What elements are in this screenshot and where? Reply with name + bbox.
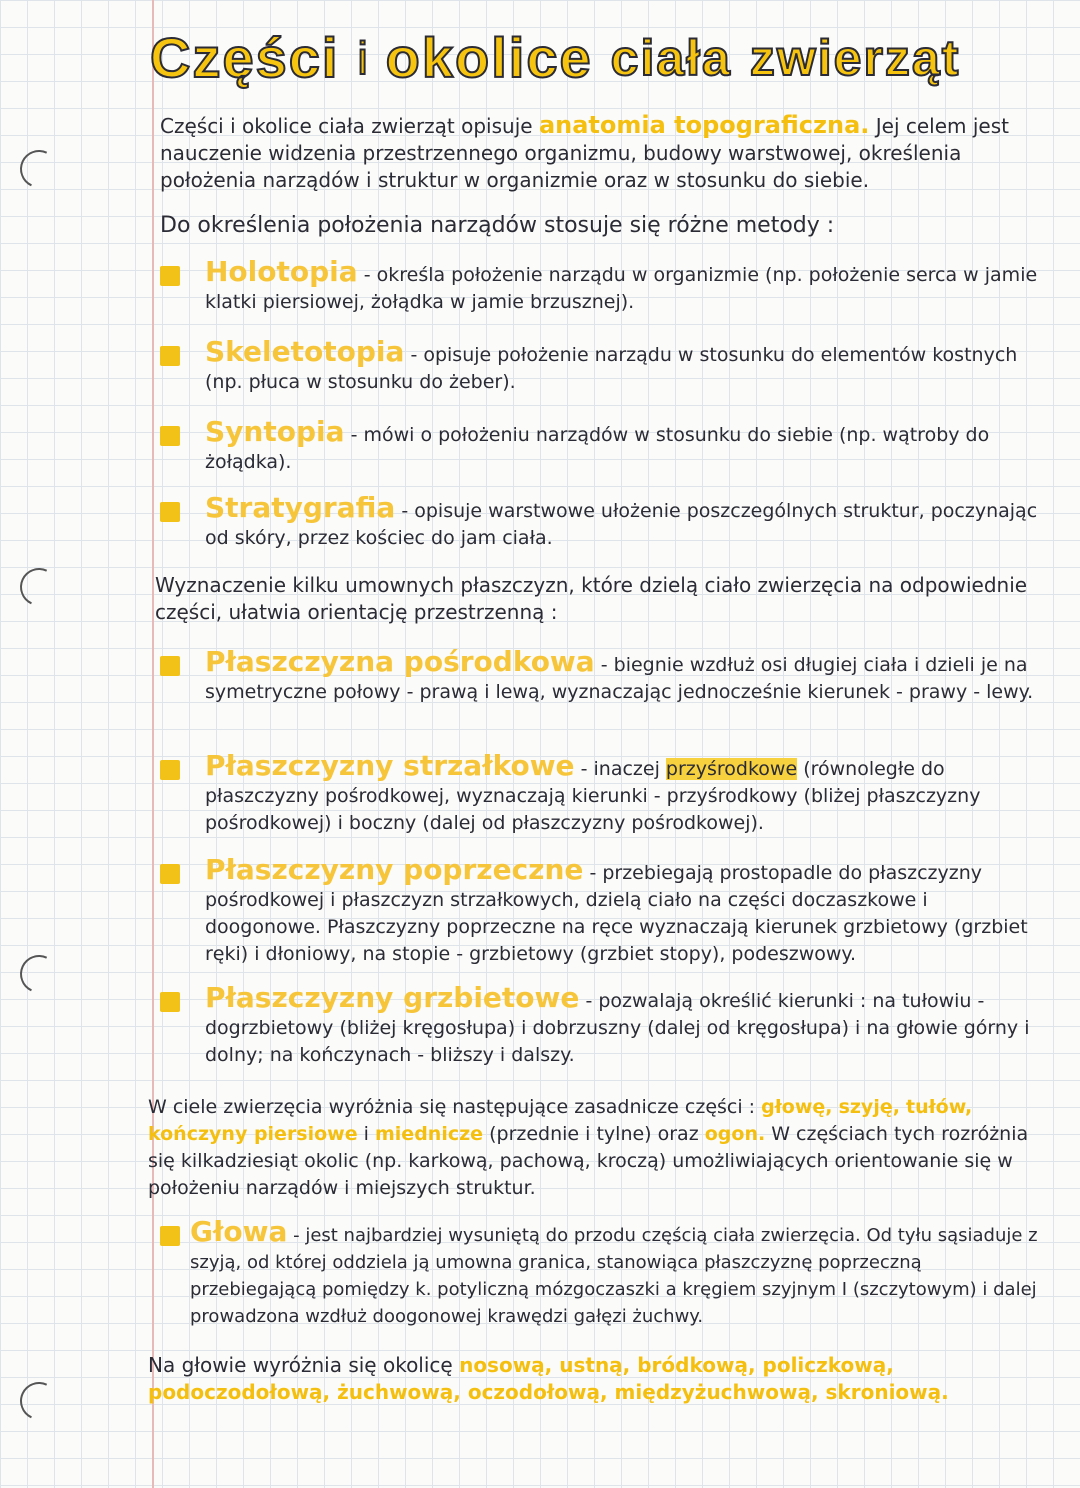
body-parts-text: W ciele zwierzęcia wyróżnia się następujące zasadnicze części : (148, 1096, 756, 1118)
bullet-icon (160, 346, 180, 366)
head-regions-text: Na głowie wyróżnia się okolicę (148, 1353, 453, 1377)
body-part-highlight: kończyny piersiowe (148, 1123, 358, 1145)
plane-desc-highlight: przyśrodkowe (665, 758, 798, 780)
title-word: Części (150, 26, 340, 89)
body-part-highlight: ogon. (704, 1123, 766, 1145)
method-term: Holotopia (205, 255, 358, 288)
binder-hole (15, 563, 64, 612)
method-desc: - określa położenie narządu w organizmie (np. położenie serca w jamie klatki piersiowej, żołądka w jamie brzusznej). (205, 264, 1038, 313)
binder-hole (15, 1377, 64, 1426)
body-part-highlight: miednicze (375, 1123, 484, 1145)
body-part-highlight: szyję, (838, 1096, 900, 1118)
plane-desc: (równoległe do płaszczyzny pośrodkowej, wyznaczają kierunki - przyśrodkowy (bliżej płaszczyzny pośrodkowej) i boczny (dalej od płaszczyzny pośrodkowej). (205, 758, 981, 834)
bullet-icon (160, 864, 180, 884)
method-term: Stratygrafia (205, 491, 396, 524)
plane-desc: - inaczej (580, 758, 660, 780)
binder-hole (15, 950, 64, 999)
method-desc: - mówi o położeniu narządów w stosunku do siebie (np. wątroby do żołądka). (205, 424, 990, 473)
head-term: Głowa (190, 1215, 288, 1248)
head-desc: - jest najbardziej wysuniętą do przodu częścią ciała zwierzęcia. Od tyłu sąsiaduje z szyją, od której oddziela ją umowna granica, stanowiąca płaszczyznę poprzeczną przebiegającą pomiędzy k. potyliczną mózgoczaszki a kręgiem szyjnym I (szczytowym) i dalej prowadzona wzdłuż doogonowej krawędzi gałęzi żuchwy. (190, 1225, 1038, 1327)
body-part-highlight: głowę, (761, 1096, 833, 1118)
method-item (205, 415, 1045, 476)
method-desc: - opisuje położenie narządu w stosunku do elementów kostnych (np. płuca w stosunku do żeber). (205, 344, 1018, 393)
title-word: i (357, 32, 368, 84)
head-item (190, 1215, 1050, 1330)
method-item (205, 491, 1045, 552)
plane-item (205, 853, 1045, 968)
bullet-icon (160, 266, 180, 286)
bullet-icon (160, 992, 180, 1012)
bullet-icon (160, 656, 180, 676)
body-part-highlight: tułów, (905, 1096, 973, 1118)
method-item (205, 255, 1045, 316)
plane-term: Płaszczyzny grzbietowe (205, 981, 580, 1014)
plane-item (205, 749, 1045, 837)
head-regions-highlight: nosową, ustną, bródkową, policzkową, podoczodołową, żuchwową, oczodołową, międzyżuchwową, skroniową. (148, 1353, 949, 1404)
title-word: zwierząt (749, 30, 961, 86)
method-desc: - opisuje warstwowe ułożenie poszczególnych struktur, poczynając od skóry, przez kościec do jam ciała. (205, 500, 1038, 549)
bullet-icon (160, 426, 180, 446)
planes-lead: Wyznaczenie kilku umownych płaszczyzn, które dzielą ciało zwierzęcia na odpowiednie części, ułatwia orientację przestrzenną : (155, 573, 1028, 624)
plane-term: Płaszczyzny strzałkowe (205, 749, 575, 782)
method-item (205, 335, 1045, 396)
head-regions-paragraph (148, 1352, 1048, 1406)
plane-desc: - biegnie wzdłuż osi długiej ciała i dzieli je na symetryczne połowy - prawą i lewą, wyznaczając jednocześnie kierunek - prawy - lewy. (205, 654, 1034, 703)
method-term: Skeletotopia (205, 335, 405, 368)
intro-paragraph (160, 112, 1050, 194)
body-parts-text: W częściach tych rozróżnia się kilkadziesiąt okolic (np. karkową, pachową, kroczą) umożliwiających orientowanie się w położeniu narządów i miejszych struktur. (148, 1123, 1029, 1199)
margin-line (152, 0, 154, 1488)
body-parts-text: i (363, 1123, 369, 1145)
plane-term: Płaszczyzna pośrodkowa (205, 645, 595, 678)
bullet-icon (160, 760, 180, 780)
page-title (150, 10, 1010, 106)
body-parts-text: (przednie i tylne) oraz (489, 1123, 699, 1145)
plane-item (205, 981, 1045, 1069)
bullet-icon (160, 1226, 180, 1246)
plane-item (205, 645, 1045, 706)
method-term: Syntopia (205, 415, 345, 448)
plane-term: Płaszczyzny poprzeczne (205, 853, 584, 886)
binder-hole (15, 145, 64, 194)
bullet-icon (160, 502, 180, 522)
plane-desc: - pozwalają określić kierunki : na tułowiu - dogrzbietowy (bliżej kręgosłupa) i dobrzuszny (dalej od kręgosłupa) i na głowie górny i dolny; na kończynach - bliższy i dalszy. (205, 990, 1030, 1066)
title-word: okolice (385, 26, 593, 89)
methods-lead: Do określenia położenia narządów stosuje się różne metody : (160, 213, 835, 238)
body-parts-paragraph (148, 1094, 1048, 1202)
title-word: ciała (610, 30, 732, 86)
intro-highlight: anatomia topograficzna. (538, 111, 870, 139)
plane-desc: - przebiegają prostopadle do płaszczyzny pośrodkowej i płaszczyzn strzałkowych, dzielą ciało na części doczaszkowe i doogonowe. Płaszczyzny poprzeczne na ręce wyznaczają kierunek grzbietowy (grzbiet ręki) i dłoniowy, na stopie - grzbietowy (grzbiet stopy), podeszwowy. (205, 862, 1028, 965)
intro-text: Części i okolice ciała zwierząt opisuje (160, 114, 533, 138)
intro-text: Jej celem jest nauczenie widzenia przestrzennego organizmu, budowy warstwowej, określenia położenia narządów i struktur w organizmie oraz w stosunku do siebie. (160, 114, 1009, 192)
